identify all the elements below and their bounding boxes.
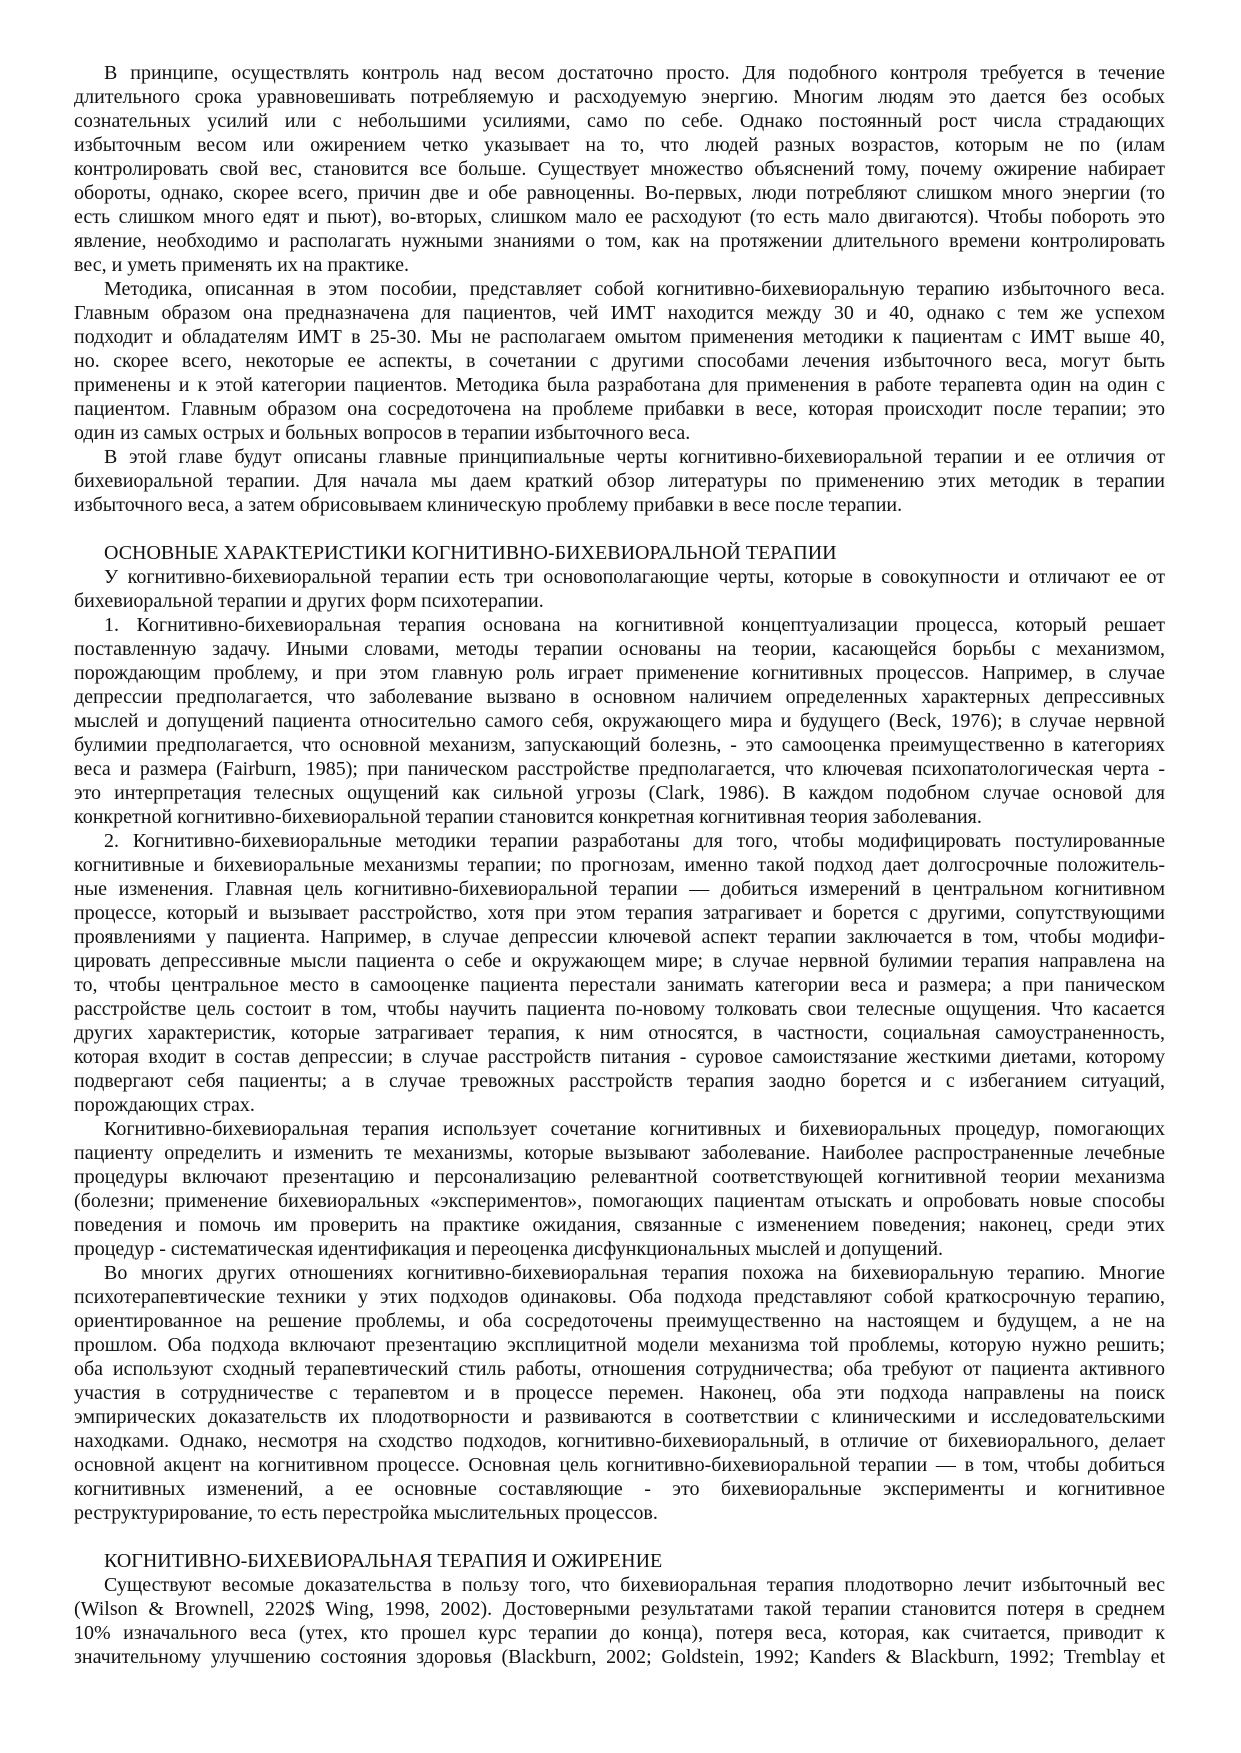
text-line: (болезни; применение бихевиоральных «экспериментов», помогающих пациентам отыскать и опробовать новые способы <box>74 1190 1165 1212</box>
text-line: подходит и обладателям ИМТ в 25-30. Мы не располагаем омытом применения методики к пациентам с ИМТ выше 40, <box>74 326 1165 348</box>
text-line: Когнитивно-бихевиоральная терапия использует сочетание когнитивных и бихевиоральных процедур, помогающих <box>104 1118 1165 1140</box>
paragraph <box>74 1573 1165 1669</box>
text-line: которая входит в состав депрессии; в случае расстройств питания - суровое самоистязание жесткими диетами, которому <box>74 1046 1165 1068</box>
paragraph <box>74 1261 1165 1525</box>
text-line: мыслей и допущений пациента относительно самого себя, окружающего мира и будущего (Beck, 1976); в случае нервной <box>74 710 1165 732</box>
text-line: У когнитивно-бихевиоральной терапии есть три основополагающие черты, которые в совокупности и отличают ее от <box>104 566 1165 588</box>
section-heading <box>74 1549 1165 1573</box>
text-line: длительного срока уравновешивать потребляемую и расходуемую энергию. Многим людям это дается без особых <box>74 86 1165 108</box>
text-line: проявлениями у пациента. Например, в случае депрессии ключевой аспект терапии заключается в том, чтобы модифи- <box>74 926 1165 948</box>
text-line: участия в сотрудничестве с терапевтом и в процессе перемен. Наконец, оба эти подхода направлены на поиск <box>74 1382 1165 1404</box>
text-line: В принципе, осуществлять контроль над весом достаточно просто. Для подобного контроля требуется в течение <box>104 62 1165 84</box>
paragraph <box>74 61 1165 277</box>
paragraph <box>74 277 1165 445</box>
text-line: бихевиоральной терапии и других форм психотерапии. <box>74 590 544 612</box>
text-line: когнитивные и бихевиоральные механизмы терапии; по прогнозам, именно такой подход дает долгосрочные положитель- <box>74 854 1165 876</box>
paragraph <box>74 445 1165 517</box>
text-line: подвергают себя пациенты; а в случае тревожных расстройств терапия заодно борется и с избеганием ситуаций, <box>74 1070 1165 1092</box>
text-line: явление, необходимо и располагать нужными знаниями о том, как на протяжении длительного времени контролировать <box>74 230 1165 252</box>
text-line: бихевиоральной терапии. Для начала мы даем краткий обзор литературы по применению этих методик в терапии <box>74 470 1165 492</box>
text-line: психотерапевтические техники у этих подходов одинаковы. Оба подхода представляют собой краткосрочную терапию, <box>74 1286 1165 1308</box>
text-line: 10% изначального веса (утех, кто прошел курс терапии до конца), потеря веса, которая, как считается, приводит к <box>74 1622 1165 1644</box>
heading-text: ОСНОВНЫЕ ХАРАКТЕРИСТИКИ КОГНИТИВНО-БИХЕВИОРАЛЬНОЙ ТЕРАПИИ <box>104 542 837 564</box>
text-line: процедур - систематическая идентификация и переоценка дисфункциональных мыслей и допущений. <box>74 1238 944 1260</box>
text-line: поведения и помочь им проверить на практике ожидания, связанные с изменением поведения; наконец, среди этих <box>74 1214 1165 1236</box>
text-line: Главным образом она предназначена для пациентов, чей ИМТ находится между 30 и 40, однако с тем же успехом <box>74 302 1165 324</box>
text-line: реструктурирование, то есть перестройка мыслительных процессов. <box>74 1502 658 1524</box>
paragraph <box>74 565 1165 613</box>
text-line: обороты, однако, скорее всего, причин две и обе равноценны. Во-первых, люди потребляют слишком много энергии (то <box>74 182 1165 204</box>
text-line: булимии предполагается, что основной механизм, запускающий болезнь, - это самооценка преимущественно в категориях <box>74 734 1165 756</box>
text-line: то, чтобы центральное место в самооценке пациента перестали занимать категории веса и размера; а при паническом <box>74 974 1165 996</box>
text-line: Во многих других отношениях когнитивно-бихевиоральная терапия похожа на бихевиоральную терапию. Многие <box>104 1262 1165 1284</box>
paragraph <box>74 613 1165 829</box>
text-line: 1. Когнитивно-бихевиоральная терапия основана на когнитивной концептуализации процесса, который решает <box>104 614 1165 636</box>
text-line: эмпирических доказательств их плодотворности и развиваются в соответствии с клиническими и исследовательскими <box>74 1406 1165 1428</box>
document-page <box>74 61 1165 1669</box>
text-line: когнитивных изменений, а ее основные составляющие - это бихевиоральные эксперименты и когнитивное <box>74 1478 1165 1500</box>
text-line: (Wilson & Brownell, 2202$ Wing, 1998, 2002). Достоверными результатами такой терапии становится потеря в среднем <box>74 1598 1165 1620</box>
text-line: основной акцент на когнитивном процессе. Основная цель когнитивно-бихевиоральной терапии — в том, чтобы добиться <box>74 1454 1165 1476</box>
text-line: находками. Однако, несмотря на сходство подходов, когнитивно-бихевиоральный, в отличие от бихевиорального, делает <box>74 1430 1165 1452</box>
text-line: значительному улучшению состояния здоровья (Blackburn, 2002; Goldstein, 1992; Kanders & Blackburn, 1992; Tremblay et <box>74 1646 1165 1668</box>
text-line: есть слишком много едят и пьют), во-вторых, слишком мало ее расходуют (то есть мало двигаются). Чтобы побороть это <box>74 206 1165 228</box>
text-line: избыточного веса, а затем обрисовываем клиническую проблему прибавки в весе после терапии. <box>74 494 903 516</box>
text-line: конкретной когнитивно-бихевиоральной терапии становится конкретная когнитивная теория заболевания. <box>74 806 982 828</box>
text-line: поставленную задачу. Иными словами, методы терапии основаны на теории, касающейся борьбы с механизмом, <box>74 638 1165 660</box>
text-line: 2. Когнитивно-бихевиоральные методики терапии разработаны для того, чтобы модифицировать постулированные <box>104 830 1165 852</box>
text-line: порождающих страх. <box>74 1094 255 1116</box>
text-line: контролировать свой вес, становится все больше. Существует множество объяснений тому, почему ожирение набирает <box>74 158 1165 180</box>
text-line: Существуют весомые доказательства в пользу того, что бихевиоральная терапия плодотворно лечит избыточный вес <box>104 1574 1165 1596</box>
paragraph <box>74 1117 1165 1261</box>
text-line: цировать депрессивные мысли пациента о себе и окружающем мире; в случае нервной булимии терапия направлена на <box>74 950 1165 972</box>
text-line: Методика, описанная в этом пособии, представляет собой когнитивно-бихевиоральную терапию избыточного веса. <box>104 278 1165 300</box>
text-line: порождающим проблему, и при этом главную роль играет применение когнитивных процессов. Например, в случае <box>74 662 1165 684</box>
text-line: оба используют сходный терапевтический стиль работы, отношения сотрудничества; оба требуют от пациента активного <box>74 1358 1165 1380</box>
text-line: вес, и уметь применять их на практике. <box>74 254 409 276</box>
text-line: В этой главе будут описаны главные принципиальные черты когнитивно-бихевиоральной терапии и ее отличия от <box>104 446 1165 468</box>
text-line: веса и размера (Fairburn, 1985); при паническом расстройстве предполагается, что ключевая психопатологическая черта - <box>74 758 1165 780</box>
heading-text: КОГНИТИВНО-БИХЕВИОРАЛЬНАЯ ТЕРАПИЯ И ОЖИРЕНИЕ <box>104 1550 663 1572</box>
text-line: процессе, который и вызывает расстройство, хотя при этом терапия затрагивает и борется с другими, сопутствующими <box>74 902 1165 924</box>
text-line: сознательных усилий или с небольшими усилиями, само по себе. Однако постоянный рост числа страдающих <box>74 110 1165 132</box>
section-heading <box>74 541 1165 565</box>
text-line: но. скорее всего, некоторые ее аспекты, в сочетании с другими способами лечения избыточного веса, могут быть <box>74 350 1165 372</box>
text-line: других характеристик, которые затрагивает терапия, к ним относятся, в частности, социальная самоустраненность, <box>74 1022 1165 1044</box>
text-line: избыточным весом или ожирением четко указывает на то, что людей разных возрастов, которым не по (илам <box>74 134 1165 156</box>
text-line: пациентом. Главным образом она сосредоточена на проблеме прибавки в весе, которая происходит после терапии; это <box>74 398 1165 420</box>
text-line: прошлом. Оба подхода включают презентацию эксплицитной модели механизма той проблемы, которую нужно решить; <box>74 1334 1165 1356</box>
text-line: расстройстве цель состоит в том, чтобы научить пациента по-новому толковать свои телесные ощущения. Что касается <box>74 998 1165 1020</box>
text-line: депрессии предполагается, что заболевание вызвано в основном наличием определенных характерных депрессивных <box>74 686 1165 708</box>
text-line: процедуры включают презентацию и персонализацию релевантной соответствующей когнитивной теории механизма <box>74 1166 1165 1188</box>
paragraph <box>74 829 1165 1117</box>
text-line: ные изменения. Главная цель когнитивно-бихевиоральной терапии — добиться измерений в центральном когнитивном <box>74 878 1165 900</box>
text-line: пациенту определить и изменить те механизмы, которые вызывают заболевание. Наиболее распространенные лечебные <box>74 1142 1165 1164</box>
text-line: ориентированное на решение проблемы, и оба сосредоточены преимущественно на настоящем и будущем, а не на <box>74 1310 1165 1332</box>
text-line: применены и к этой категории пациентов. Методика была разработана для применения в работе терапевта один на один с <box>74 374 1165 396</box>
text-line: один из самых острых и больных вопросов в терапии избыточного веса. <box>74 422 691 444</box>
text-line: это интерпретация телесных ощущений как сильной угрозы (Clark, 1986). В каждом подобном случае основой для <box>74 782 1165 804</box>
